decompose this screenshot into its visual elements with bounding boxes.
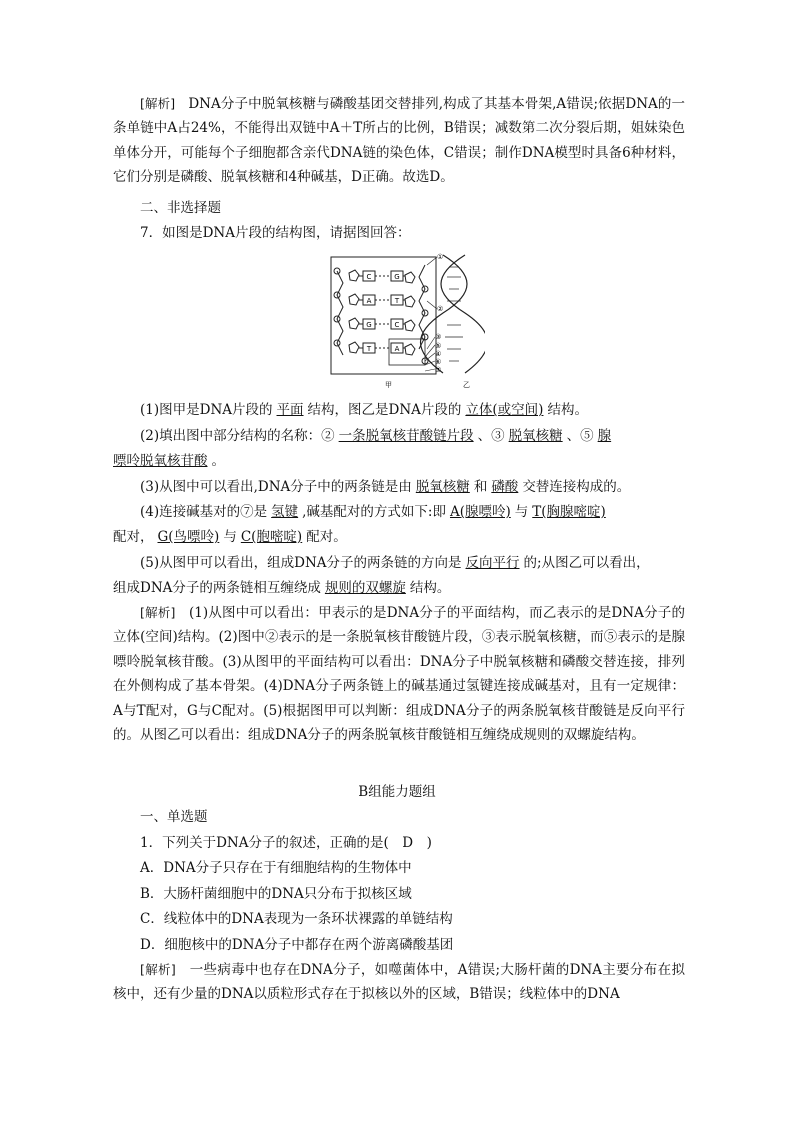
base-right-1: G — [394, 273, 400, 281]
q7-part-3: (3)从图中可以看出,DNA分子中的两条链是由 脱氧核糖 和 磷酸 交替连接构成的。 — [140, 479, 631, 495]
base-left-1: C — [366, 273, 372, 281]
answer: 脱氧核糖 — [508, 428, 563, 444]
q7-part-5-cont: 组成DNA分子的两条链相互缠绕成 规则的双螺旋 结构。 — [113, 580, 451, 596]
base-right-3: C — [394, 321, 400, 329]
option-c: C．线粒体中的DNA表现为一条环状裸露的单链结构 — [140, 911, 453, 927]
base-left-2: A — [366, 297, 372, 305]
group-heading: B组能力题组 — [358, 784, 436, 800]
label-1: ① — [437, 253, 444, 261]
analysis-tag: [解析] — [140, 96, 176, 111]
section-heading: 一、单选题 — [140, 809, 208, 825]
analysis-paragraph-1 — [113, 92, 685, 190]
answer: A(腺嘌呤) — [449, 504, 511, 520]
q7-part-4-cont: 配对， G(鸟嘌呤) 与 C(胞嘧啶) 配对。 — [113, 529, 347, 545]
answer: 氢键 — [271, 504, 299, 520]
base-left-4: T — [366, 345, 372, 353]
base-left-3: G — [366, 321, 372, 329]
answer: 磷酸 — [491, 479, 519, 495]
analysis-paragraph-3 — [113, 958, 685, 1007]
label-7: ⑦ — [435, 366, 442, 374]
analysis-paragraph-2 — [113, 601, 685, 747]
answer: 立体(或空间) — [465, 402, 544, 418]
answer: 平面 — [276, 402, 304, 418]
answer: 规则的双螺旋 — [324, 580, 406, 596]
q7-part-1: (1)图甲是DNA片段的 平面 结构，图乙是DNA片段的 立体(或空间) 结构。 — [140, 402, 588, 418]
question-7-stem: 7．如图是DNA片段的结构图，请据图回答： — [140, 225, 411, 241]
analysis-text: DNA分子中脱氧核糖与磷酸基团交替排列,构成了其基本骨架,A错误;依据DNA的一条单链中A占24%，不能得出双链中A＋T所占的比例，B错误；减数第二次分裂后期，姐妹染色单体分开，可能每个子细胞都含亲代DNA链的染色体，C错误；制作DNA模型时具备6种材料，它们分别是磷酸、脱氧核糖和4种碱基，D正确。故选D。 — [113, 96, 685, 186]
q7-part-2: (2)填出图中部分结构的名称：② 一条脱氧核苷酸链片段 、③ 脱氧核糖 、⑤ 腺 — [113, 424, 693, 448]
answer: 反向平行 — [465, 555, 520, 571]
left-nucleotides — [334, 268, 359, 353]
analysis-text: 一些病毒中也存在DNA分子，如噬菌体中，A错误;大肠杆菌的DNA主要分布在拟核中，还有少量的DNA以质粒形式存在于拟核以外的区域，B错误；线粒体中的DNA — [113, 962, 685, 1003]
helix-rungs — [445, 267, 463, 361]
label-jia: 甲 — [385, 381, 392, 389]
label-2: ② — [437, 305, 444, 313]
answer: 腺 — [597, 428, 612, 444]
analysis-text: (1)从图中可以看出：甲表示的是DNA分子的平面结构，而乙表示的是DNA分子的立体(空间)结构。(2)图中②表示的是一条脱氧核苷酸链片段，③表示脱氧核糖，而⑤表示的是腺嘌呤脱氧核苷酸。(3)从图甲的平面结构可以看出：DNA分子中脱氧核糖和磷酸交替连接，排列在外侧构成了基本骨架。(4)DNA分子两条链上的碱基通过氢键连接成碱基对，且有一定规律：A与T配对，G与C配对。(5)根据图甲可以判断：组成DNA分子的两条脱氧核苷酸链是反向平行的。从图乙可以看出：组成DNA分子的两条脱氧核苷酸链相互缠绕成规则的双螺旋结构。 — [113, 605, 685, 744]
right-nucleotides — [405, 272, 428, 364]
question-b1-stem: 1．下列关于DNA分子的叙述，正确的是( D ) — [140, 835, 432, 851]
q7-part-4: (4)连接碱基对的⑦是 氢键 ,碱基配对的方式如下:即 A(腺嘌呤) 与 T(胸腺嘧啶) — [113, 500, 693, 524]
option-d: D．细胞核中的DNA分子中都存在两个游离磷酸基团 — [140, 937, 454, 953]
label-3: ③ — [435, 333, 442, 341]
label-yi: 乙 — [463, 381, 470, 389]
answer: 一条脱氧核苷酸链片段 — [338, 428, 474, 444]
option-a: A．DNA分子只存在于有细胞结构的生物体中 — [140, 860, 412, 876]
sugar-base-links — [359, 276, 405, 348]
answer: T(胸腺嘧啶) — [532, 504, 606, 520]
base-right-4: A — [394, 345, 400, 353]
answer: 嘌呤脱氧核苷酸 — [113, 453, 208, 469]
section-heading: 二、非选择题 — [140, 200, 221, 216]
label-4: ④ — [435, 350, 442, 358]
label-5: ⑤ — [435, 342, 442, 350]
q7-part-5: (5)从图甲可以看出，组成DNA分子的两条链的方向是 反向平行 的;从图乙可以看出， — [140, 555, 650, 571]
analysis-tag: [解析] — [140, 962, 176, 977]
q7-part-2-cont: 嘌呤脱氧核苷酸 。 — [113, 453, 225, 469]
hydrogen-bonds — [375, 276, 391, 348]
answer: G(鸟嘌呤) — [157, 529, 220, 545]
dna-structure-figure — [325, 253, 485, 391]
option-b: B．大肠杆菌细胞中的DNA只分布于拟核区域 — [140, 886, 412, 902]
analysis-tag: [解析] — [140, 605, 176, 620]
double-helix — [421, 255, 486, 373]
label-6: ⑥ — [435, 358, 442, 366]
answer: C(胞嘧啶) — [240, 529, 303, 545]
answer: 脱氧核糖 — [415, 479, 470, 495]
base-right-2: T — [394, 297, 400, 305]
